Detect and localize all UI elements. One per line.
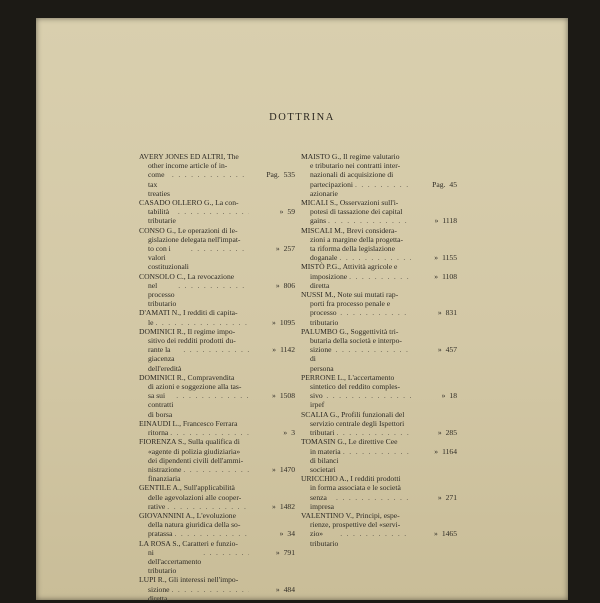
page-ref — [413, 345, 457, 354]
entry-title-line: senza impresa — [310, 492, 335, 511]
entry-last-line — [139, 207, 295, 225]
page-prefix: » — [434, 529, 438, 539]
leader-dots — [155, 318, 249, 327]
entry-title-line: dei dipendenti civili dell'ammi- — [148, 455, 244, 465]
page-ref — [413, 272, 457, 281]
page-ref — [251, 529, 295, 538]
page-ref — [251, 244, 295, 253]
entry-last-line — [139, 345, 295, 373]
entry-last-line — [301, 447, 457, 475]
index-entry — [301, 152, 457, 198]
leader-dots — [191, 244, 249, 253]
entry-title-line: sizione diretta — [148, 584, 170, 603]
entry-title-line: le — [148, 317, 154, 327]
page-number: 791 — [283, 547, 295, 557]
entry-title-line: zioni a margine della progetta- — [310, 234, 404, 244]
entry-title-line: pratassa — [148, 529, 173, 539]
entry-title-line: rienze, prospettive del «servi- — [310, 520, 401, 530]
page-number: 1164 — [442, 446, 457, 456]
entry-title-line: sintetico del reddito comples- — [310, 382, 401, 392]
entry-title-line: zio» tributario — [310, 529, 339, 548]
entry-last-line — [139, 529, 295, 538]
entry-title-line: e tributario nei contratti inter- — [310, 161, 401, 171]
page-prefix: » — [437, 308, 442, 318]
leader-dots — [336, 493, 411, 502]
entry-title-line: «agente di polizia giudiziaria» — [148, 446, 241, 456]
page-ref — [413, 253, 457, 262]
entry-author-title: MAISTO G., Il regime valutario — [301, 152, 400, 161]
page-prefix: Pag. — [266, 170, 280, 180]
entry-title-line: nazionali di acquisizione di — [310, 170, 394, 180]
entry-title-line: gains — [310, 216, 327, 226]
index-column-left — [139, 152, 295, 603]
leader-dots — [355, 180, 411, 189]
entry-title-line: sitivo dei redditi prodotti du- — [148, 336, 236, 346]
leader-dots — [203, 548, 249, 557]
page-number: 1142 — [280, 345, 295, 355]
entry-title-line: to con i valori costituzionali — [148, 244, 189, 272]
index-entry — [301, 474, 457, 511]
page-number: 1482 — [279, 501, 295, 511]
page-prefix: » — [283, 428, 288, 438]
entry-last-line — [139, 391, 295, 419]
entry-author-title: DOMINICI R., Il regime impo- — [139, 326, 236, 336]
entry-title-line: della natura giuridica della so- — [148, 520, 241, 530]
index-entry — [301, 437, 457, 474]
page-number: 1118 — [442, 216, 457, 226]
entry-author-title: SCALIA G., Profili funzionali del — [301, 409, 405, 419]
leader-dots — [176, 391, 249, 400]
page-prefix: » — [437, 492, 442, 502]
page-prefix: Pag. — [432, 179, 446, 189]
entry-last-line — [301, 216, 457, 225]
entry-title-line: partecipazioni azionarie — [310, 179, 354, 198]
index-entry — [301, 262, 457, 290]
index-entry — [139, 373, 295, 419]
page-prefix: » — [434, 271, 439, 281]
index-entry — [301, 327, 457, 373]
section-heading: DOTTRINA — [269, 112, 335, 123]
index-entry — [139, 575, 295, 603]
entry-title-line: in forma associata e le società — [310, 483, 401, 493]
entry-title-line: doganale — [310, 253, 338, 263]
entry-title-line: other income article of in- — [148, 161, 228, 171]
page-ref — [413, 529, 457, 538]
page-ref — [413, 447, 457, 456]
index-entry — [139, 419, 295, 437]
page-number: 45 — [449, 179, 457, 189]
page-ref — [251, 391, 295, 400]
leader-dots — [328, 216, 411, 225]
page-ref — [251, 548, 295, 557]
index-entry — [301, 373, 457, 410]
page-prefix: » — [434, 216, 439, 226]
page-ref — [413, 216, 457, 225]
leader-dots — [336, 345, 411, 354]
leader-dots — [340, 529, 411, 538]
index-column-right — [301, 152, 457, 548]
leader-dots — [326, 391, 411, 400]
entry-author-title: GIOVANNINI A., L'evoluzione — [139, 510, 236, 520]
entry-last-line — [301, 391, 457, 409]
entry-last-line — [301, 308, 457, 326]
entry-author-title: MISTÒ P.G., Attività agricole e — [301, 262, 398, 272]
entry-title-line: imposizione diretta — [310, 271, 348, 290]
page-number: 1155 — [442, 253, 457, 263]
entry-title-line: di azioni e soggezione alla tas- — [148, 382, 242, 392]
page-prefix: » — [275, 244, 280, 254]
page-ref — [251, 428, 295, 437]
entry-title-line: butaria della società e interpo- — [310, 336, 402, 346]
entry-title-line: come tax treaties — [148, 170, 170, 198]
entry-author-title: URICCHIO A., I redditi prodotti — [301, 474, 401, 484]
entry-author-title: TOMASIN G., Le direttive Cee — [301, 437, 398, 447]
page-prefix: » — [441, 391, 446, 401]
page-ref — [251, 281, 295, 290]
entry-title-line: sa sui contratti di borsa — [148, 391, 174, 419]
page-ref — [413, 180, 457, 189]
entry-last-line — [301, 180, 457, 198]
leader-dots — [174, 529, 249, 538]
index-entry — [139, 152, 295, 198]
entry-author-title: D'AMATI N., I redditi di capita- — [139, 308, 238, 318]
entry-last-line — [301, 345, 457, 373]
entry-last-line — [139, 548, 295, 576]
entry-last-line — [139, 428, 295, 437]
entry-last-line — [139, 281, 295, 309]
page-number: 831 — [445, 308, 457, 318]
page-prefix: » — [279, 529, 284, 539]
entry-author-title: AVERY JONES ED ALTRI, The — [139, 152, 239, 161]
leader-dots — [172, 170, 249, 179]
book-page — [36, 18, 568, 603]
page-ref — [413, 308, 457, 317]
page-number: 1465 — [441, 529, 457, 539]
entry-title-line: potesi di tassazione dei capital — [310, 207, 403, 217]
page-prefix: » — [272, 317, 276, 327]
page-number: 457 — [445, 345, 457, 355]
leader-dots — [349, 272, 411, 281]
page-ref — [413, 493, 457, 502]
entry-last-line — [139, 244, 295, 272]
page-prefix: » — [272, 464, 276, 474]
leader-dots — [172, 585, 249, 594]
entry-author-title: NUSSI M., Note sui mutati rap- — [301, 290, 399, 300]
entry-title-line: ni dell'accertamento tributario — [148, 547, 202, 576]
entry-title-line: sivo irpef — [310, 391, 325, 410]
entry-title-line: servizio centrale degli Ispettori — [310, 418, 405, 428]
page-number: 1470 — [279, 464, 295, 474]
page-ref — [251, 465, 295, 474]
entry-author-title: MICALI S., Osservazioni sull'i- — [301, 198, 399, 208]
entry-author-title: PALUMBO G., Soggettività tri- — [301, 326, 399, 336]
page-ref — [413, 391, 457, 400]
entry-title-line: nel processo tributario — [148, 280, 177, 309]
entry-title-line: ritorna — [148, 428, 169, 438]
entry-author-title: FIORENZA S., Sulla qualifica di — [139, 437, 240, 447]
entry-title-line: delle agevolazioni alle cooper- — [148, 492, 242, 502]
entry-last-line — [301, 493, 457, 511]
index-entry — [139, 226, 295, 272]
entry-title-line: in materia di bilanci societari — [310, 446, 341, 474]
entry-author-title: PERRONE L., L'accertamento — [301, 372, 395, 382]
entry-author-title: CASADO OLLERO G., La con- — [139, 198, 239, 208]
page-number: 257 — [283, 244, 295, 254]
index-entry — [139, 327, 295, 373]
index-entry — [139, 198, 295, 226]
entry-last-line — [139, 318, 295, 327]
page-prefix: » — [275, 547, 280, 557]
page-number: 535 — [283, 170, 295, 180]
page-number: 59 — [287, 207, 295, 217]
page-number: 285 — [445, 428, 457, 438]
page-number: 1508 — [279, 391, 295, 401]
entry-title-line: tabilità tributarie — [148, 207, 176, 226]
leader-dots — [183, 465, 249, 474]
page-number: 34 — [287, 529, 295, 539]
entry-author-title: VALENTINO V., Principi, espe- — [301, 510, 400, 520]
entry-last-line — [301, 428, 457, 437]
page-prefix: » — [434, 253, 439, 263]
leader-dots — [178, 207, 249, 216]
page-prefix: » — [437, 428, 442, 438]
entry-title-line: porti fra processo penale e — [310, 299, 391, 309]
index-entry — [139, 272, 295, 309]
leader-dots — [178, 281, 249, 290]
page-number: 271 — [445, 492, 457, 502]
entry-title-line: ta riforma della legislazione — [310, 244, 395, 254]
page-prefix: » — [272, 345, 277, 355]
entry-last-line — [139, 170, 295, 198]
page-ref — [251, 502, 295, 511]
entry-last-line — [301, 272, 457, 290]
leader-dots — [167, 502, 249, 511]
page-ref — [413, 428, 457, 437]
index-entry — [139, 511, 295, 539]
entry-last-line — [139, 585, 295, 603]
entry-title-line: rative — [148, 501, 166, 511]
index-entry — [301, 511, 457, 548]
entry-title-line: processo tributario — [310, 308, 339, 327]
entry-author-title: MISCALI M., Brevi considera- — [301, 225, 397, 235]
page-number: 484 — [283, 584, 295, 594]
leader-dots — [343, 447, 411, 456]
entry-author-title: LA ROSA S., Caratteri e funzio- — [139, 538, 238, 548]
page-prefix: » — [434, 446, 439, 456]
entry-title-line: sizione di persona — [310, 345, 334, 373]
page-number: 1095 — [279, 317, 295, 327]
entry-last-line — [301, 529, 457, 547]
page-ref — [251, 207, 295, 216]
page-ref — [251, 318, 295, 327]
entry-author-title: LUPI R., Gli interessi nell'impo- — [139, 575, 239, 585]
page-prefix: » — [437, 345, 442, 355]
page-prefix: » — [272, 501, 276, 511]
index-entry — [301, 198, 457, 226]
index-entry — [139, 539, 295, 576]
page-number: 3 — [291, 428, 295, 438]
entry-last-line — [139, 465, 295, 483]
entry-author-title: EINAUDI L., Francesco Ferrara — [139, 418, 238, 428]
index-entry — [139, 483, 295, 511]
entry-author-title: GENTILE A., Sull'applicabilità — [139, 483, 235, 493]
page-number: 806 — [283, 280, 295, 290]
entry-author-title: DOMINICI R., Compravendita — [139, 372, 235, 382]
page-prefix: » — [279, 207, 284, 217]
leader-dots — [340, 308, 411, 317]
entry-author-title: CONSOLO C., La revocazione — [139, 271, 235, 281]
page-ref — [251, 345, 295, 354]
index-entry — [301, 410, 457, 438]
entry-last-line — [139, 502, 295, 511]
leader-dots — [170, 428, 249, 437]
page-ref — [251, 170, 295, 179]
leader-dots — [336, 428, 411, 437]
leader-dots — [183, 345, 249, 354]
entry-title-line: nistrazione finanziaria — [148, 464, 182, 484]
page-prefix: » — [275, 280, 280, 290]
index-entry — [139, 308, 295, 326]
index-entry — [301, 290, 457, 327]
index-entry — [139, 437, 295, 483]
entry-title-line: rante la giacenza dell'eredità — [148, 345, 182, 373]
entry-title-line: gislazione delegata nell'impat- — [148, 234, 241, 244]
page-number: 1108 — [442, 271, 457, 281]
page-prefix: » — [272, 391, 276, 401]
entry-title-line: tributari — [310, 428, 335, 438]
entry-author-title: CONSO G., Le operazioni di le- — [139, 225, 238, 235]
page-prefix: » — [275, 584, 280, 594]
page-ref — [251, 585, 295, 594]
page-number: 18 — [449, 391, 457, 401]
index-entry — [301, 226, 457, 263]
